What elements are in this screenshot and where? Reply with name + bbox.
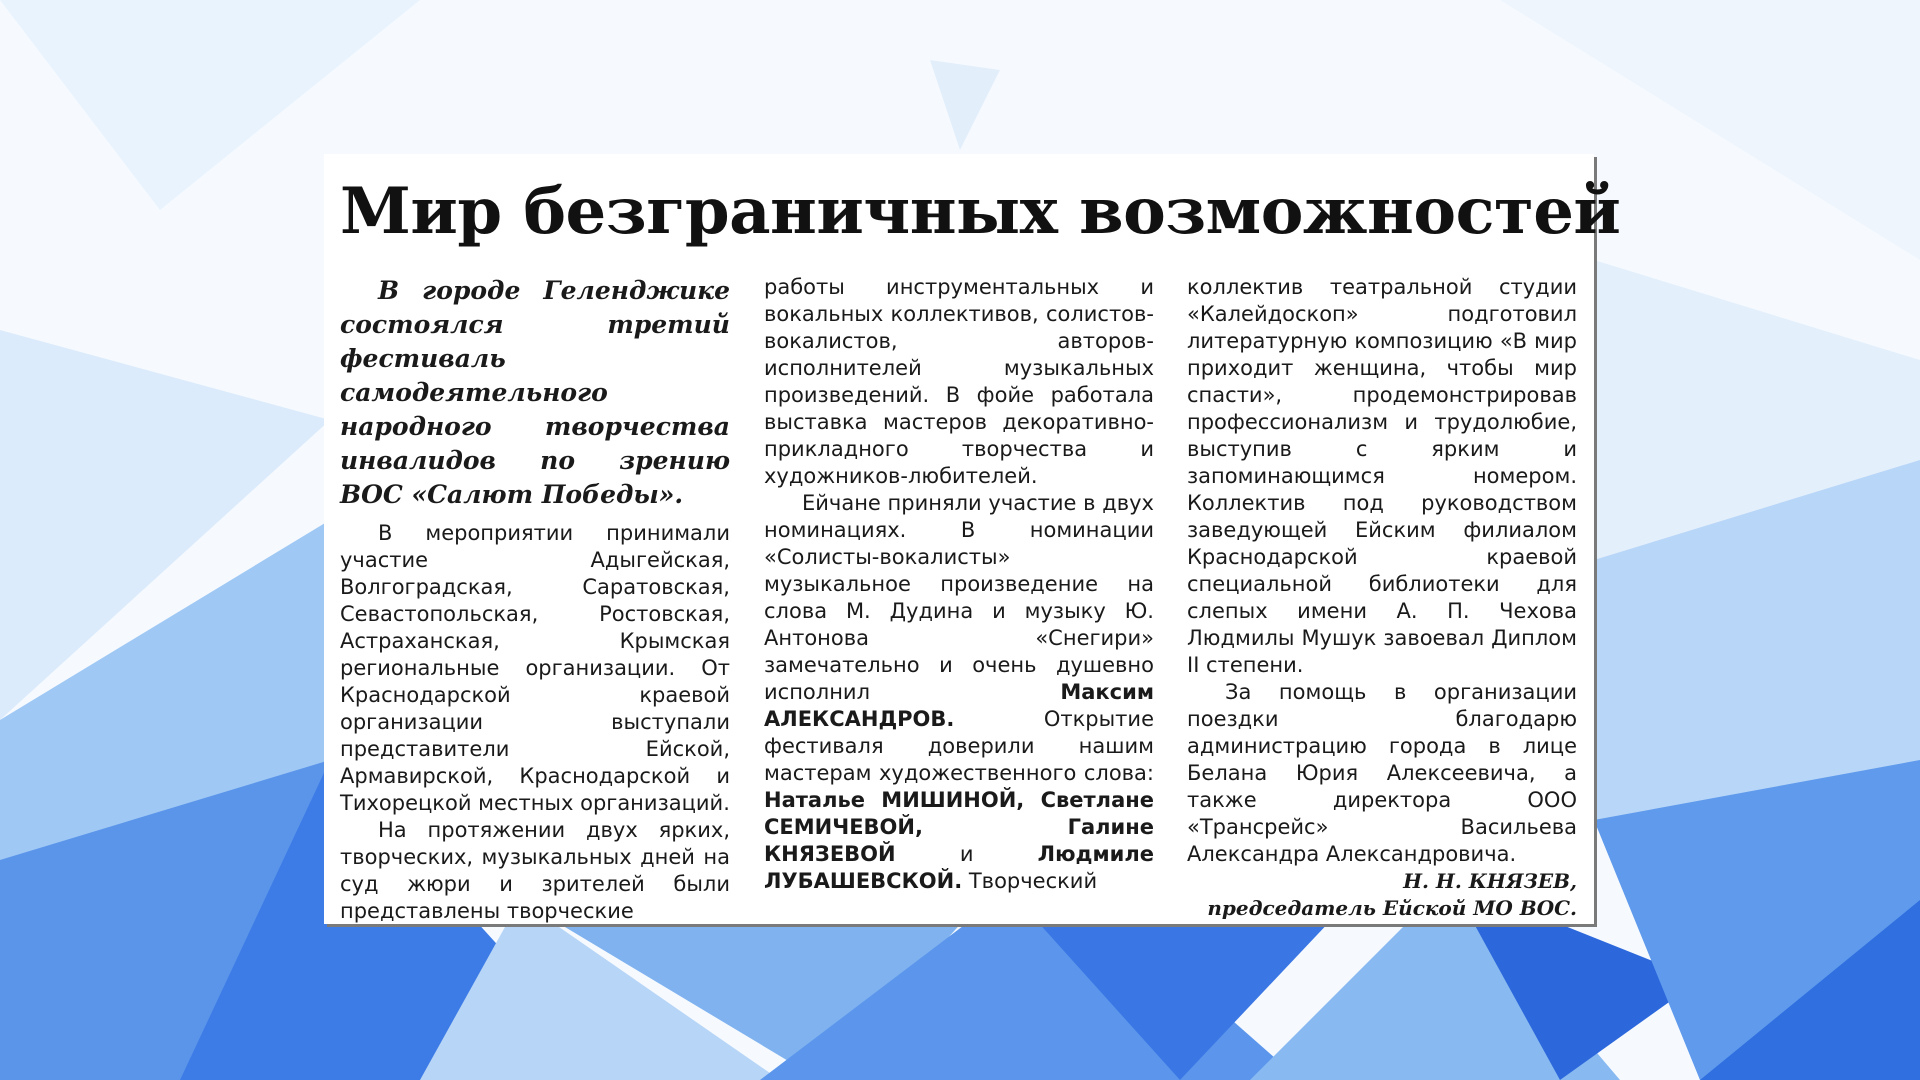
paragraph-text: Ейчане приняли участие в двух номинациях. В номинации «Солисты-вокалисты» музыкальное произведение на слова М. Дудина и музыку Ю. Антонова «Снегири» замечательно и очень душевно исполнил (764, 491, 1154, 704)
signature-name: Н. Н. КНЯЗЕВ, (1403, 869, 1577, 893)
paragraph-text: Открытие фестиваля доверили нашим мастерам художественного слова: (764, 707, 1154, 785)
paragraph: В мероприятии принимали участие Адыгейская, Волгоградская, Саратовская, Севастопольская, Ростовская, Астраханская, Крымская региональные организации. От Краснодарской краевой организации выступали представители Ейской, Армавирской, Краснодарской и Тихорецкой местных организаций. (340, 521, 730, 815)
signature-role: председатель Ейской МО ВОС. (1207, 896, 1577, 920)
performer-name: Максим АЛЕКСАНДРОВ. (764, 680, 1154, 731)
article-lead: В городе Геленджике состоялся третий фестиваль самодеятельного народного творчества инвалидов по зрению ВОС «Салют Победы». (340, 276, 730, 509)
performer-names: Наталье МИШИНОЙ, Светлане СЕМИЧЕВОЙ, Галине КНЯЗЕВОЙ (764, 788, 1154, 866)
paragraph: За помощь в организации поездки благодарю администрацию города в лице Белана Юрия Алексеевича, а также директора ООО «Трансрейс» Васильева Александра Александровича. (1187, 680, 1577, 866)
paragraph: коллектив театральной студии «Калейдоскоп» подготовил литературную композицию «В мир приходит женщина, чтобы мир спасти», продемонстрировав профессионализм и трудолюбие, выступив с ярким и запоминающимся номером. Коллектив под руководством заведующей Ейским филиалом Краснодарской краевой специальной библиотеки для слепых имени А. П. Чехова Людмилы Мушук завоевал Диплом II степени. (1187, 275, 1577, 677)
paragraph (764, 490, 1154, 895)
article-column-2 (764, 274, 1154, 895)
performer-name: Людмиле ЛУБАШЕВСКОЙ. (764, 842, 1154, 893)
paragraph: работы инструментальных и вокальных коллективов, солистов-вокалистов, авторов-исполнителей музыкальных произведений. В фойе работала выставка мастеров декоративно-прикладного творчества и художников-любителей. (764, 275, 1154, 488)
article-title: Мир безграничных возможностей (340, 174, 1621, 249)
newspaper-clipping (324, 154, 1621, 924)
paragraph: На протяжении двух ярких, творческих, музыкальных дней на суд жюри и зрителей были представлены творческие (340, 818, 730, 923)
article-column-3 (1187, 274, 1577, 922)
paragraph-text: Творческий (968, 869, 1098, 893)
article-column-1 (340, 274, 730, 925)
conjunction: и (959, 842, 974, 866)
